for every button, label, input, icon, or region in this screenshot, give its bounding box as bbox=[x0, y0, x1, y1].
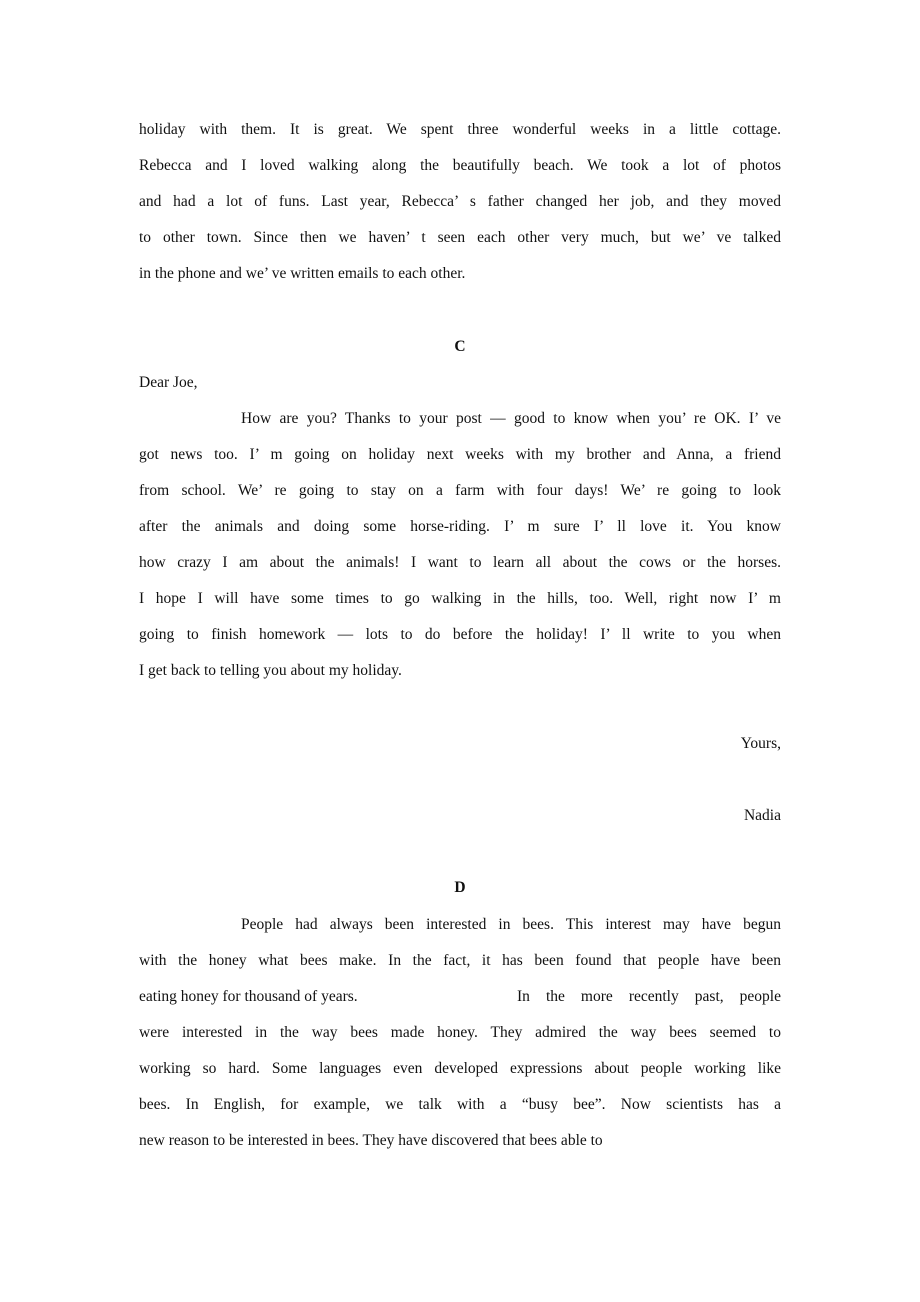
text-line: People had always been interested in bees. This interest may have begun bbox=[241, 916, 781, 933]
text-line: In the more recently past, people bbox=[517, 988, 781, 1005]
text-line: holiday with them. It is great. We spent three wonderful weeks in a little cottage. bbox=[139, 121, 781, 138]
letter-signature: Nadia bbox=[743, 807, 781, 824]
text-line: and had a lot of funs. Last year, Rebecca’ s father changed her job, and they moved bbox=[139, 193, 781, 210]
text-line: Rebecca and I loved walking along the beautifully beach. We took a lot of photos bbox=[139, 157, 781, 174]
text-line: bees. In English, for example, we talk with a “busy bee”. Now scientists has a bbox=[139, 1096, 781, 1113]
text-line: from school. We’ re going to stay on a farm with four days! We’ re going to look bbox=[139, 482, 781, 499]
text-line: to other town. Since then we haven’ t seen each other very much, but we’ ve talked bbox=[139, 229, 781, 246]
text-line: new reason to be interested in bees. They have discovered that bees able to bbox=[139, 1132, 603, 1149]
text-line: eating honey for thousand of years. bbox=[139, 988, 358, 1005]
letter-greeting: Dear Joe, bbox=[139, 374, 198, 391]
text-line: were interested in the way bees made honey. They admired the way bees seemed to bbox=[139, 1024, 781, 1041]
text-line: How are you? Thanks to your post — good to know when you’ re OK. I’ ve bbox=[241, 410, 781, 427]
text-line: how crazy I am about the animals! I want to learn all about the cows or the horses. bbox=[139, 554, 781, 571]
text-line: going to finish homework — lots to do before the holiday! I’ ll write to you when bbox=[139, 626, 781, 643]
text-line: with the honey what bees make. In the fact, it has been found that people have been bbox=[139, 952, 781, 969]
text-line: after the animals and doing some horse-riding. I’ m sure I’ ll love it. You know bbox=[139, 518, 781, 535]
text-line: I get back to telling you about my holiday. bbox=[139, 662, 402, 679]
text-line: got news too. I’ m going on holiday next weeks with my brother and Anna, a friend bbox=[139, 446, 781, 463]
text-line: I hope I will have some times to go walking in the hills, too. Well, right now I’ m bbox=[139, 590, 781, 607]
letter-closing: Yours, bbox=[740, 735, 781, 752]
text-line: in the phone and we’ ve written emails to each other. bbox=[139, 265, 466, 282]
section-heading: D bbox=[454, 879, 466, 896]
section-heading: C bbox=[454, 338, 466, 355]
text-line: working so hard. Some languages even developed expressions about people working like bbox=[139, 1060, 781, 1077]
